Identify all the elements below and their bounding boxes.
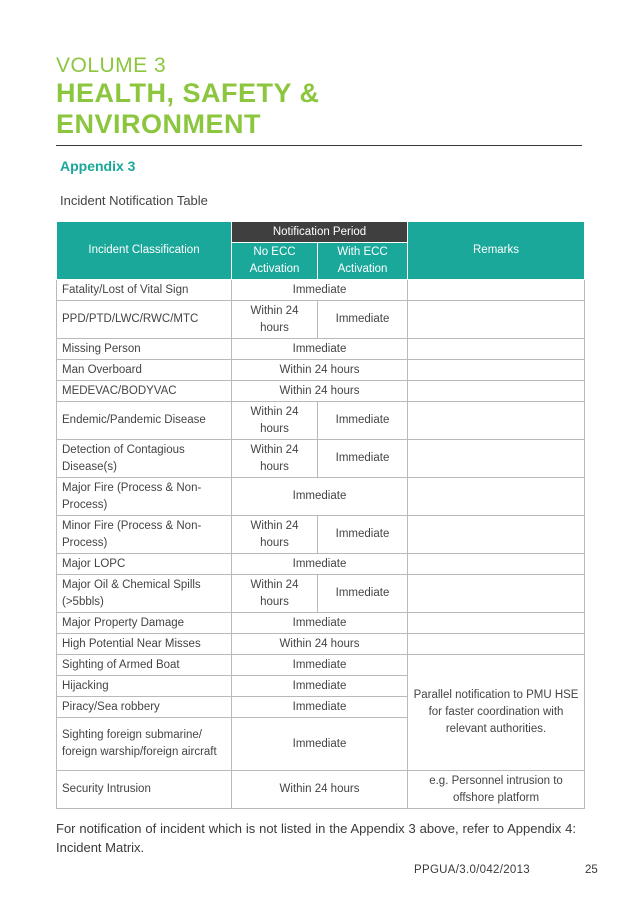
incident-classification: Endemic/Pandemic Disease [57,402,232,440]
notification-period: Immediate [232,655,408,676]
notification-period: Within 24 hours [232,771,408,809]
remarks-cell [408,360,585,381]
header-with-ecc: With ECC Activation [318,243,408,280]
incident-classification: Fatality/Lost of Vital Sign [57,280,232,301]
incident-notification-table [56,221,585,809]
table-row [57,301,585,339]
notification-period: Immediate [232,613,408,634]
page-number: 25 [585,864,598,876]
remarks-cell: e.g. Personnel intrusion to offshore platform [408,771,585,809]
header-no-ecc: No ECC Activation [232,243,318,280]
notification-period: Immediate [232,478,408,516]
title-line-1: HEALTH, SAFETY & [56,78,320,108]
table-row [57,516,585,554]
with-ecc-period: Immediate [318,440,408,478]
notification-period: Within 24 hours [232,360,408,381]
remarks-cell [408,402,585,440]
remarks-cell [408,440,585,478]
header-incident-classification: Incident Classification [57,222,232,280]
remarks-cell [408,280,585,301]
incident-classification: Major Fire (Process & Non-Process) [57,478,232,516]
title-line-2: ENVIRONMENT [56,109,262,139]
table-row [57,402,585,440]
header-remarks: Remarks [408,222,585,280]
page-title [56,78,320,140]
table-row [57,478,585,516]
no-ecc-period: Within 24 hours [232,440,318,478]
table-row [57,360,585,381]
incident-classification: Missing Person [57,339,232,360]
table-row [57,381,585,402]
merged-remarks-cell: Parallel notification to PMU HSE for faster coordination with relevant authorities. [408,655,585,771]
incident-classification: Sighting foreign submarine/ foreign warship/foreign aircraft [57,718,232,771]
incident-classification: Major LOPC [57,554,232,575]
table-row [57,634,585,655]
remarks-cell [408,613,585,634]
notification-period: Immediate [232,554,408,575]
remarks-cell [408,339,585,360]
remarks-cell [408,554,585,575]
table-row [57,771,585,809]
table-row [57,339,585,360]
incident-classification: Minor Fire (Process & Non-Process) [57,516,232,554]
table-row [57,575,585,613]
incident-classification: Major Oil & Chemical Spills (>5bbls) [57,575,232,613]
notification-period: Immediate [232,339,408,360]
table-row [57,613,585,634]
incident-classification: Piracy/Sea robbery [57,697,232,718]
with-ecc-period: Immediate [318,402,408,440]
with-ecc-period: Immediate [318,301,408,339]
incident-classification: High Potential Near Misses [57,634,232,655]
header-notification-period: Notification Period [232,222,408,243]
volume-label: VOLUME 3 [56,54,167,77]
with-ecc-period: Immediate [318,575,408,613]
remarks-cell [408,575,585,613]
remarks-cell [408,478,585,516]
footnote: For notification of incident which is not listed in the Appendix 3 above, refer to Appendix 4: Incident Matrix. [56,821,576,855]
table-row [57,655,585,676]
notification-period: Immediate [232,697,408,718]
incident-classification: Security Intrusion [57,771,232,809]
incident-classification: Sighting of Armed Boat [57,655,232,676]
document-code: PPGUA/3.0/042/2013 [414,864,531,876]
incident-classification: Hijacking [57,676,232,697]
with-ecc-period: Immediate [318,516,408,554]
notification-period: Immediate [232,280,408,301]
no-ecc-period: Within 24 hours [232,301,318,339]
table-row [57,280,585,301]
table-row [57,554,585,575]
incident-classification: PPD/PTD/LWC/RWC/MTC [57,301,232,339]
incident-classification: Man Overboard [57,360,232,381]
notification-period: Within 24 hours [232,634,408,655]
notification-period: Immediate [232,718,408,771]
notification-period: Immediate [232,676,408,697]
no-ecc-period: Within 24 hours [232,402,318,440]
no-ecc-period: Within 24 hours [232,575,318,613]
remarks-cell [408,634,585,655]
remarks-cell [408,516,585,554]
remarks-cell [408,381,585,402]
table-row [57,440,585,478]
incident-classification: Major Property Damage [57,613,232,634]
remarks-cell [408,301,585,339]
appendix-heading: Appendix 3 [60,158,136,174]
incident-classification: Detection of Contagious Disease(s) [57,440,232,478]
incident-classification: MEDEVAC/BODYVAC [57,381,232,402]
notification-period: Within 24 hours [232,381,408,402]
no-ecc-period: Within 24 hours [232,516,318,554]
title-divider [56,145,582,146]
table-caption: Incident Notification Table [60,193,208,208]
